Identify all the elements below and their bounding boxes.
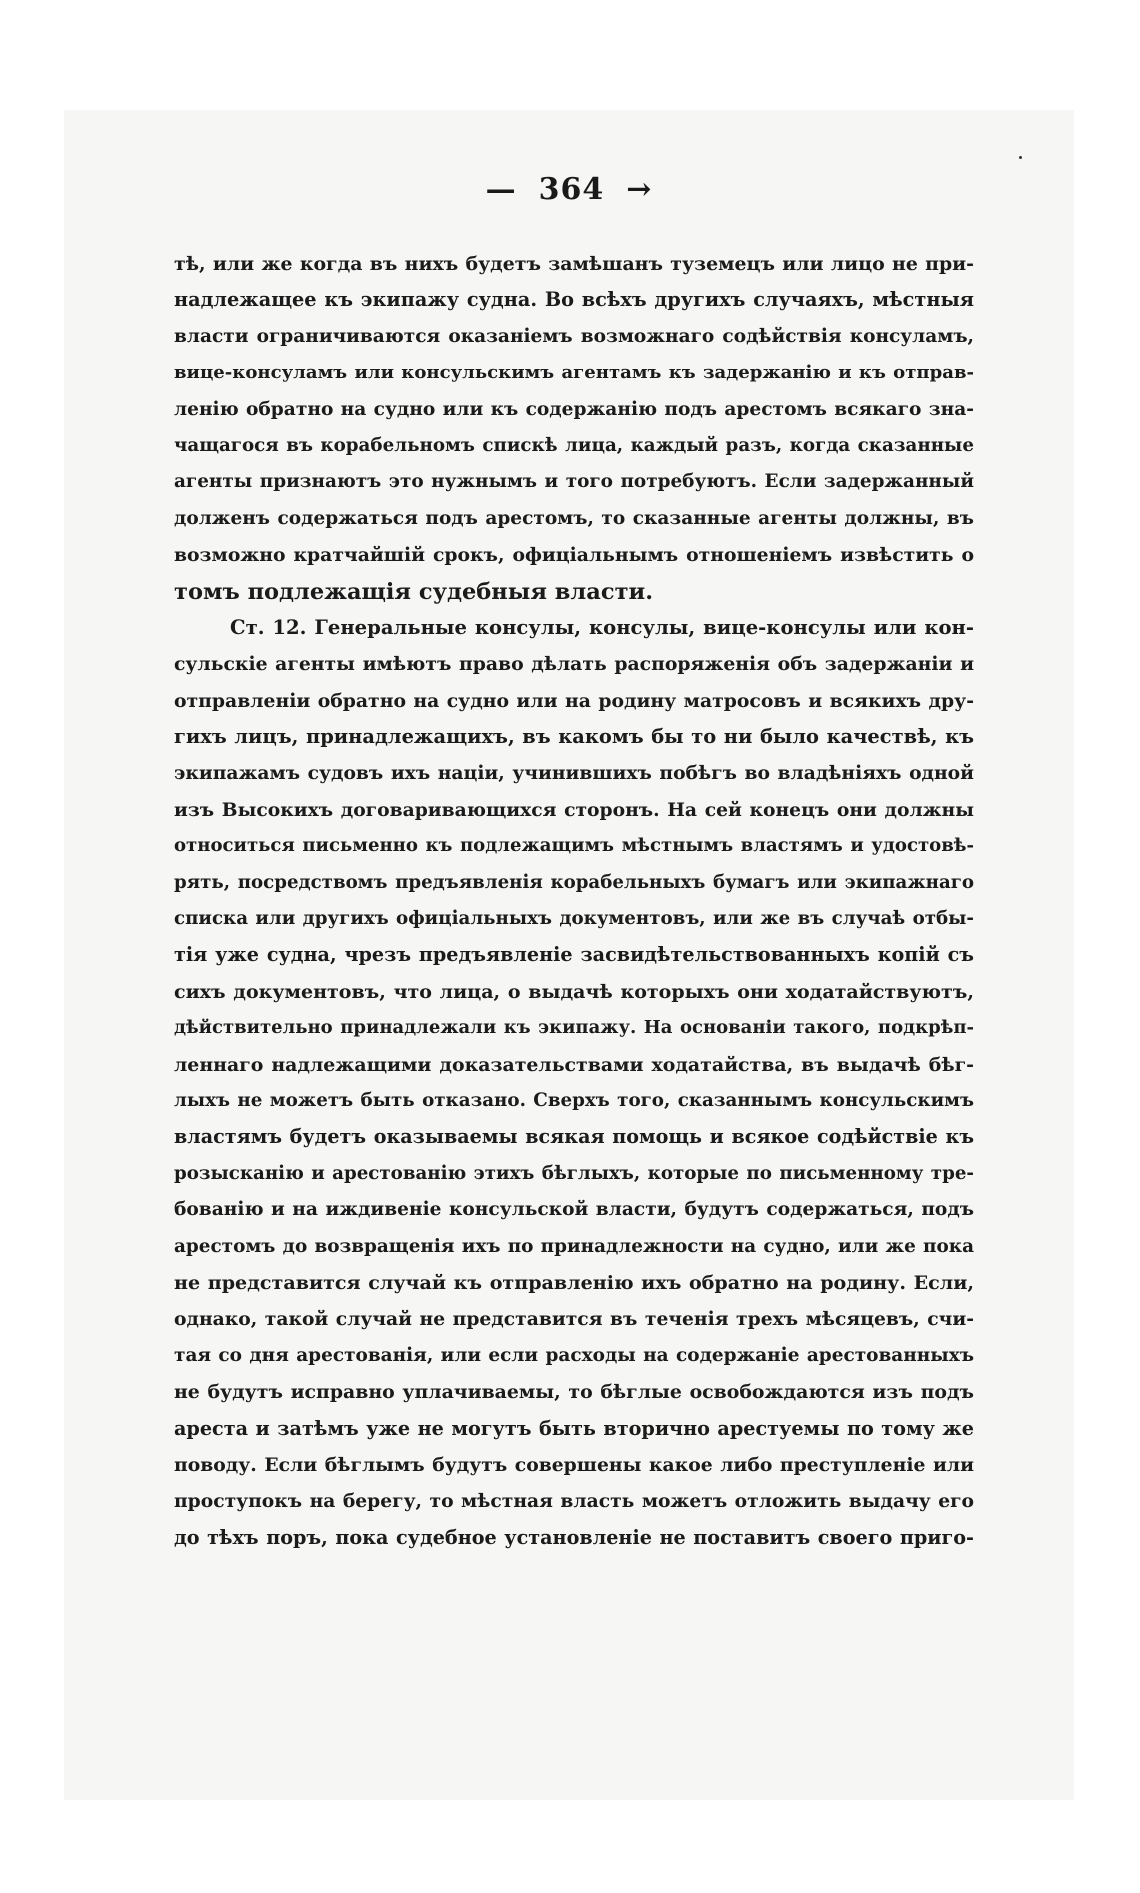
text-line: леннаго надлежащими доказательствами ходатайства, въ выдачѣ бѣг- — [174, 1053, 974, 1076]
text-line: вице-консуламъ или консульскимъ агентамъ къ задержанію и къ отправ- — [174, 362, 974, 384]
page-number-header — [64, 172, 1074, 207]
text-line: розысканію и арестованію этихъ бѣглыхъ, которые по письменному тре- — [174, 1162, 974, 1184]
text-line: бованію и на иждивеніе консульской власти, будутъ содержаться, подъ — [174, 1199, 974, 1221]
text-line: отправленіи обратно на судно или на родину матросовъ и всякихъ дру- — [174, 689, 974, 712]
text-line: арестомъ до возвращенія ихъ по принадлежности на судно, или же пока — [174, 1235, 974, 1257]
left-dash: — — [485, 172, 517, 207]
text-line: власти ограничиваются оказаніемъ возможнаго содѣйствія консуламъ, — [174, 325, 974, 347]
text-line: ареста и затѣмъ уже не могутъ быть вторично арестуемы по тому же — [174, 1416, 974, 1440]
text-line: возможно кратчайшій срокъ, офиціальнымъ отношеніемъ извѣстить о — [174, 544, 974, 567]
text-line: томъ подлежащія судебныя власти. — [174, 578, 654, 605]
scan-speck — [1019, 156, 1022, 159]
text-line: поводу. Если бѣглымъ будутъ совершены какое либо преступленіе или — [174, 1453, 974, 1476]
text-line: надлежащее къ экипажу судна. Во всѣхъ другихъ случаяхъ, мѣстныя — [174, 288, 974, 312]
text-line: проступокъ на берегу, то мѣстная власть можетъ отложить выдачу его — [174, 1490, 974, 1513]
text-line: экипажамъ судовъ ихъ націи, учинившихъ побѣгъ во владѣніяхъ одной — [174, 762, 974, 785]
text-line: долженъ содержаться подъ арестомъ, то сказанные агенты должны, въ — [174, 507, 974, 529]
text-line: однако, такой случай не представится въ теченія трехъ мѣсяцевъ, счи- — [174, 1308, 974, 1331]
text-line: не будутъ исправно уплачиваемы, то бѣглые освобождаются изъ подъ — [174, 1381, 974, 1404]
text-line: тѣ, или же когда въ нихъ будетъ замѣшанъ туземецъ или лицо не при- — [174, 253, 974, 275]
document-page — [64, 110, 1074, 1800]
text-line: не представится случай къ отправленію ихъ обратно на родину. Если, — [174, 1270, 974, 1294]
text-line: властямъ будетъ оказываемы всякая помощь и всякое содѣйствіе къ — [174, 1125, 974, 1149]
text-line: до тѣхъ поръ, пока судебное установленіе не поставитъ своего приго- — [174, 1525, 974, 1549]
text-line: агенты признаютъ это нужнымъ и того потребуютъ. Если задержанный — [174, 471, 974, 493]
paragraph-1 — [174, 246, 974, 610]
text-line: Ст. 12. Генеральные консулы, консулы, вице-консулы или кон- — [230, 615, 974, 639]
text-line: относиться письменно къ подлежащимъ мѣстнымъ властямъ и удостовѣ- — [174, 835, 974, 857]
paragraph-2-article-12 — [174, 610, 974, 1556]
text-line: ленію обратно на судно или къ содержанію подъ арестомъ всякаго зна- — [174, 398, 974, 420]
text-line: тія уже судна, чрезъ предъявленіе засвидѣтельствованныхъ копій съ — [174, 943, 974, 967]
text-line: гихъ лицъ, принадлежащихъ, въ какомъ бы то ни было качествѣ, къ — [174, 725, 974, 749]
text-line: изъ Высокихъ договаривающихся сторонъ. На сей конецъ они должны — [174, 798, 974, 821]
text-line: сихъ документовъ, что лица, о выдачѣ которыхъ они ходатайствуютъ, — [174, 980, 974, 1003]
page-number: 364 — [538, 172, 605, 207]
right-dash: → — [626, 172, 653, 207]
text-line: тая со дня арестованія, или если расходы на содержаніе арестованныхъ — [174, 1344, 974, 1366]
text-line: дѣйствительно принадлежали къ экипажу. На основаніи такого, подкрѣп- — [174, 1017, 974, 1039]
text-line: списка или другихъ офиціальныхъ документовъ, или же въ случаѣ отбы- — [174, 908, 974, 930]
text-line: лыхъ не можетъ быть отказано. Сверхъ того, сказаннымъ консульскимъ — [174, 1089, 974, 1111]
text-line: чащагося въ корабельномъ спискѣ лица, каждый разъ, когда сказанные — [174, 434, 974, 456]
text-line: сульскіе агенты имѣютъ право дѣлать распоряженія объ задержаніи и — [174, 653, 974, 676]
text-line: рять, посредствомъ предъявленія корабельныхъ бумагъ или экипажнаго — [174, 871, 974, 893]
body-text — [174, 246, 974, 1556]
